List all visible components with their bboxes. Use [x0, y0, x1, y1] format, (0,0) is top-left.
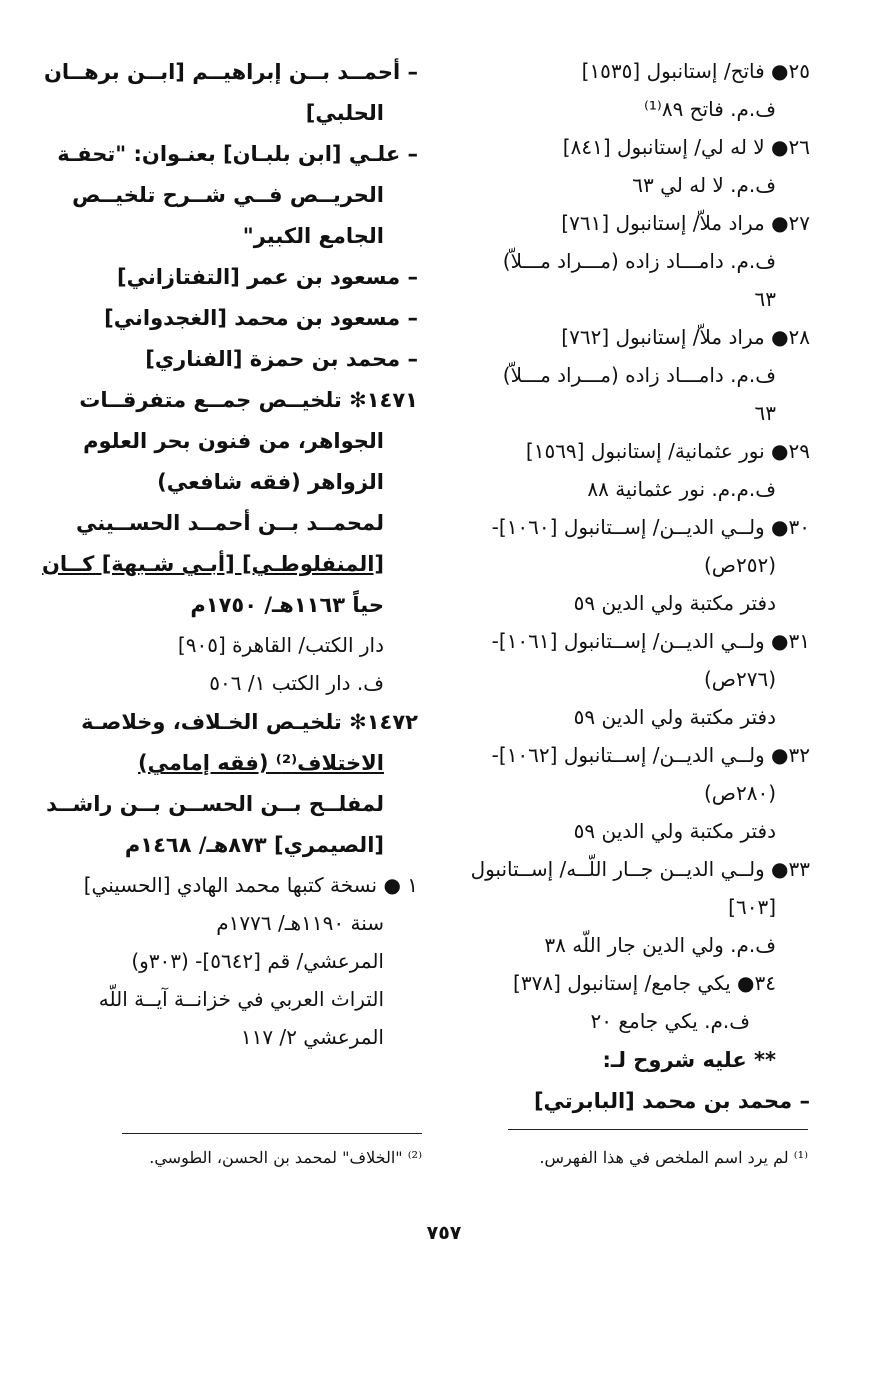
right-column-line-6: ف.م. دامـــاد زاده (مـــراد مـــلاّ): [502, 249, 776, 273]
right-column-line-8: ٢٨● مراد ملاّ/ إستانبول [٧٦٢]: [561, 325, 810, 349]
right-column-line-11: ٢٩● نور عثمانية/ إستانبول [١٥٦٩]: [525, 439, 810, 463]
right-column-line-17: (٢٧٦ص): [703, 667, 776, 691]
left-column-line-25: المرعشي ٢/ ١١٧: [240, 1025, 384, 1049]
right-column-line-9: ف.م. دامـــاد زاده (مـــراد مـــلاّ): [502, 363, 776, 387]
left-column-line-24: التراث العربي في خزانــة آيــة اللّه: [98, 987, 384, 1011]
right-column-line-16: ٣١● ولــي الديــن/ إســتانبول [١٠٦١]-: [491, 629, 810, 653]
footnote-2: ⁽²⁾ "الخلاف" لمحمد بن الحسن، الطوسي.: [149, 1148, 422, 1167]
right-column-line-20: (٢٨٠ص): [703, 781, 776, 805]
left-column-line-1: – أحمــد بــن إبراهيــم [ابــن برهــان: [43, 60, 418, 84]
left-column-line-14: حياً ١١٦٣هـ/ ١٧٥٠م: [190, 593, 384, 617]
left-column-line-2: الحلبي]: [305, 101, 384, 125]
left-column: [42, 52, 418, 1056]
left-column-line-3: – علـي [ابن بلبـان] بعنـوان: "تحفـة: [57, 142, 418, 166]
left-column-line-9: ١٤٧١✻ تلخيــص جمــع متفرقــات: [79, 388, 418, 412]
left-column-line-7: – مسعود بن محمد [الغجدواني]: [104, 306, 418, 330]
right-column-line-4: ف.م. لا له لي ٦٣: [632, 173, 776, 197]
right-column-line-18: دفتر مكتبة ولي الدين ٥٩: [573, 705, 776, 729]
left-column-line-6: – مسعود بن عمر [التفتازاني]: [116, 265, 418, 289]
left-column-line-8: – محمد بن حمزة [الفناري]: [145, 347, 418, 371]
right-column-line-13: ٣٠● ولــي الديــن/ إســتانبول [١٠٦٠]-: [491, 515, 810, 539]
right-column-line-22: ٣٣● ولــي الديــن جــار اللّــه/ إســتانبول: [470, 857, 810, 881]
left-column-line-4: الحريــص فــي شــرح تلخيــص: [72, 183, 384, 207]
right-column-line-10: ٦٣: [754, 401, 776, 425]
left-column-line-21: ١ ● نسخة كتبها محمد الهادي [الحسيني]: [83, 873, 418, 897]
page-number: ٧٥٧: [426, 1222, 462, 1244]
right-column-line-3: ٢٦● لا له لي/ إستانبول [٨٤١]: [562, 135, 810, 159]
right-column-line-5: ٢٧● مراد ملاّ/ إستانبول [٧٦١]: [561, 211, 810, 235]
right-column-line-14: (٢٥٢ص): [703, 553, 776, 577]
left-column-line-15: دار الكتب/ القاهرة [٩٠٥]: [177, 633, 384, 657]
right-column-line-27: ** عليه شروح لـ:: [602, 1048, 776, 1072]
footnote-divider-right: [508, 1129, 808, 1130]
right-column-line-19: ٣٢● ولــي الديــن/ إســتانبول [١٠٦٢]-: [491, 743, 810, 767]
footnote-divider-left: [122, 1133, 422, 1134]
left-column-line-10: الجواهر، من فنون بحر العلوم: [83, 429, 384, 453]
left-column-line-22: سنة ١١٩٠هـ/ ١٧٧٦م: [216, 911, 384, 935]
left-column-line-5: الجامع الكبير": [242, 224, 384, 248]
footnote-1: ⁽¹⁾ لم يرد اسم الملخص في هذا الفهرس.: [539, 1148, 808, 1167]
right-column-line-25: ٣٤● يكي جامع/ إستانبول [٣٧٨]: [513, 971, 776, 995]
left-column-line-11: الزواهر (فقه شافعي): [157, 470, 384, 494]
left-column-line-12: لمحمــد بــن أحمــد الحســيني: [76, 511, 384, 535]
left-column-line-13: [المنفلوطـي] [أبـي شـبهة] كــان: [42, 552, 384, 576]
right-column: [470, 52, 810, 1122]
left-column-line-17: ١٤٧٢✻ تلخيـص الخـلاف، وخلاصـة: [81, 710, 418, 734]
right-column-line-15: دفتر مكتبة ولي الدين ٥٩: [573, 591, 776, 615]
left-column-line-16: ف. دار الكتب ١/ ٥٠٦: [209, 671, 384, 695]
left-column-line-19: لمفلــح بــن الحســن بــن راشــد: [46, 792, 384, 816]
right-column-line-24: ف.م. ولي الدين جار اللّه ٣٨: [544, 933, 776, 957]
right-column-line-2: ف.م. فاتح ٨٩⁽¹⁾: [643, 97, 776, 121]
right-column-line-23: [٦٠٣]: [728, 895, 776, 919]
right-column-line-1: ٢٥● فاتح/ إستانبول [١٥٣٥]: [581, 59, 810, 83]
right-column-line-7: ٦٣: [754, 287, 776, 311]
right-column-line-28: – محمد بن محمد [البابرتي]: [533, 1089, 810, 1113]
left-column-line-23: المرعشي/ قم [٥٦٤٢]- (٣٠٣و): [131, 949, 384, 973]
right-column-line-12: ف.م.م. نور عثمانية ٨٨: [587, 477, 776, 501]
right-column-line-21: دفتر مكتبة ولي الدين ٥٩: [573, 819, 776, 843]
left-column-line-18: الاختلاف⁽²⁾ (فقه إمامي): [138, 751, 384, 775]
right-column-line-26: ف.م. يكي جامع ٢٠: [590, 1009, 750, 1033]
left-column-line-20: [الصيمري] ٨٧٣هـ/ ١٤٦٨م: [124, 833, 384, 857]
